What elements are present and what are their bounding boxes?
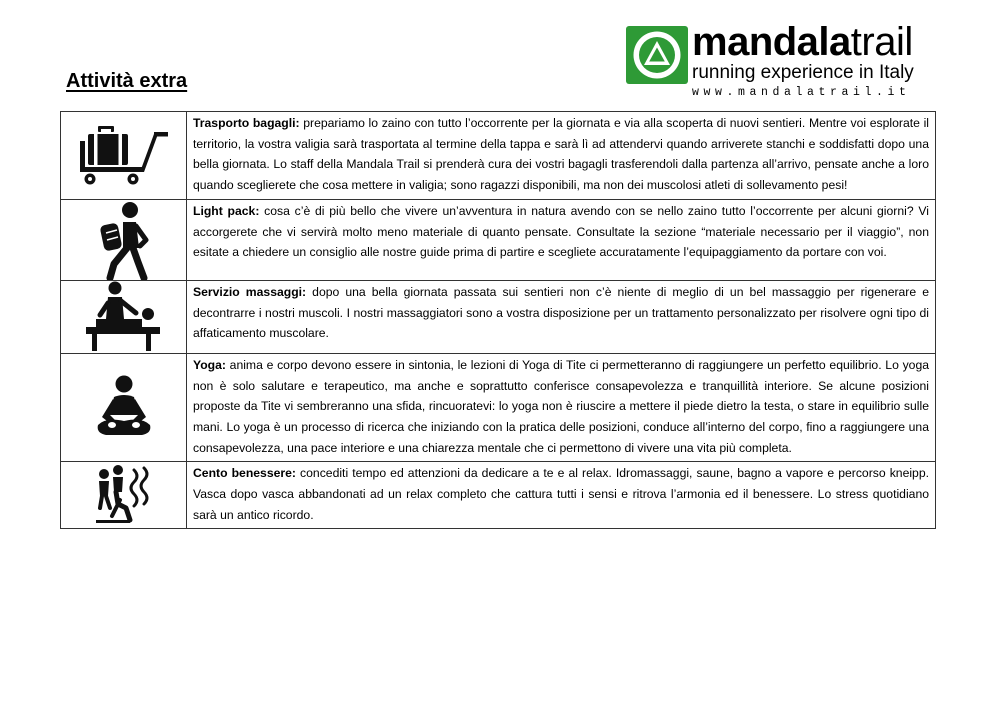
extra-text: dopo una bella giornata passata sui sentieri non c’è niente di meglio di un bel massaggio per rigenerare e decontrarre i nostri muscoli. I nostri massaggiatori sono a vostra disposizione per un trattamento personalizzato per risolvere ogni tipo di affaticamento muscolare. — [193, 284, 929, 341]
icon-cell — [61, 462, 187, 529]
extra-term: Light pack: — [193, 203, 260, 218]
mandala-logo-icon — [626, 26, 688, 84]
massage-icon — [84, 281, 164, 353]
icon-cell — [61, 199, 187, 280]
table-row — [61, 462, 936, 529]
logo-brand — [692, 22, 914, 62]
luggage-cart-icon — [78, 123, 170, 187]
extra-description — [187, 280, 936, 353]
extra-description — [187, 353, 936, 462]
extra-text: prepariamo lo zaino con tutto l’occorrente per la giornata e via alla scoperta di nuovi sentieri. Mentre voi esplorate il territorio, la vostra valigia sarà trasportata al termine della tappa e sarà lì ad attendervi quando arriverete stanchi e soddisfatti dopo una bella giornata. Lo staff della Mandala Trail si prenderà cura dei vostri bagagli trasferendoli dalla partenza all’arrivo, pensate anche a loro quando sceglierete che cosa mettere in valigia; sono ragazzi disponibili, ma non dei muscolosi atleti di sollevamento pesi! — [193, 116, 929, 193]
logo-tagline: running experience in Italy — [692, 62, 914, 83]
extra-term: Yoga: — [193, 357, 226, 372]
hiker-backpack-icon — [96, 200, 152, 280]
extra-term: Servizio massaggi: — [193, 284, 307, 299]
extra-text: cosa c’è di più bello che vivere un’avventura in natura avendo con se nello zaino tutto l’occorrente per alcuni giorni? Vi accorgerete che vi servirà molto meno materiale di quanto pensate. Consultate la sezione “materiale necessario per il viaggio”, non esitate a chiedere un consiglio alle nostre guide prima di partire e scegliete accuratamente l’equipaggiamento da portare con voi. — [193, 203, 929, 260]
extra-term: Cento benessere: — [193, 466, 296, 481]
yoga-meditation-icon — [92, 375, 156, 441]
extra-description — [187, 199, 936, 280]
icon-cell — [61, 112, 187, 200]
extras-table — [60, 111, 936, 529]
extra-description — [187, 462, 936, 529]
icon-cell — [61, 280, 187, 353]
extra-term: Trasporto bagagli: — [193, 116, 300, 130]
table-row — [61, 280, 936, 353]
table-row — [61, 353, 936, 462]
logo-brand-bold: mandala — [692, 20, 851, 64]
extra-text: concediti tempo ed attenzioni da dedicare a te e al relax. Idromassaggi, saune, bagno a vapore e percorso kneipp. Vasca dopo vasca abbandonati ad un relax completo che cattura tutti i sensi e ritrova l’armonia ed il benessere. Lo stress quotidiano sarà un antico ricordo. — [193, 466, 929, 522]
table-row — [61, 112, 936, 200]
logo-brand-light: trail — [850, 20, 913, 64]
extra-description — [187, 112, 936, 200]
table-row — [61, 199, 936, 280]
mandalatrail-logo — [626, 22, 932, 106]
page-title: Attività extra — [66, 70, 188, 92]
icon-cell — [61, 353, 187, 462]
sauna-icon — [94, 464, 154, 526]
logo-url: www.mandalatrail.it — [692, 86, 911, 99]
extra-text: anima e corpo devono essere in sintonia, le lezioni di Yoga di Tite ci permetteranno di raggiungere un perfetto equilibrio. Lo yoga non è solo salutare e terapeutico, ma anche e soprattutto conferisce consapevolezza e tranquillità interiore. Se alcune posizioni proposte da Tite vi sembreranno una sfida, rincuoratevi: lo yoga non è riuscire a mettere il piede dietro la testa, o stare in equilibrio sulle mani. Lo yoga è un processo di ricerca che iniziando con la pratica delle posizioni, conduce all’interno del corpo, fino a raggiungere una consapevolezza, una pace interiore e una chiarezza mentale che ci permettono di vivere una vita più completa. — [193, 357, 929, 455]
